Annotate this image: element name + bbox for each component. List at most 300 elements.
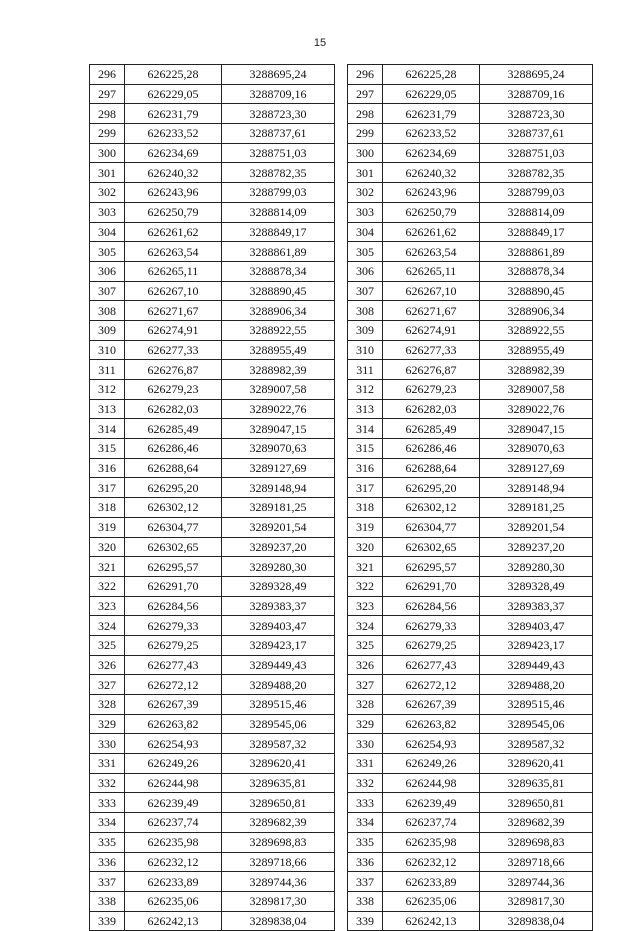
table-row: [348, 616, 593, 636]
y-coordinate-cell: 3289127,69: [480, 458, 593, 478]
x-coordinate-cell: 626261,62: [383, 222, 480, 242]
y-coordinate-cell: 3289838,04: [222, 911, 335, 931]
point-number-cell: 309: [348, 320, 383, 340]
point-number-cell: 307: [348, 281, 383, 301]
table-row: [348, 65, 593, 85]
table-row: [90, 202, 335, 222]
y-coordinate-cell: 3289403,47: [480, 616, 593, 636]
point-number-cell: 297: [348, 84, 383, 104]
point-number-cell: 302: [348, 183, 383, 203]
table-row: [348, 793, 593, 813]
y-coordinate-cell: 3289620,41: [222, 754, 335, 774]
table-row: [348, 517, 593, 537]
x-coordinate-cell: 626231,79: [383, 104, 480, 124]
x-coordinate-cell: 626229,05: [383, 84, 480, 104]
table-row: [90, 616, 335, 636]
x-coordinate-cell: 626225,28: [383, 65, 480, 85]
x-coordinate-cell: 626265,11: [383, 261, 480, 281]
y-coordinate-cell: 3289545,06: [480, 714, 593, 734]
table-row: [348, 104, 593, 124]
table-row: [348, 891, 593, 911]
table-row: [348, 143, 593, 163]
point-number-cell: 335: [348, 832, 383, 852]
point-number-cell: 315: [348, 439, 383, 459]
point-number-cell: 301: [348, 163, 383, 183]
point-number-cell: 327: [90, 675, 125, 695]
x-coordinate-cell: 626229,05: [125, 84, 222, 104]
x-coordinate-cell: 626277,43: [125, 655, 222, 675]
table-row: [90, 517, 335, 537]
x-coordinate-cell: 626250,79: [383, 202, 480, 222]
x-coordinate-cell: 626271,67: [383, 301, 480, 321]
x-coordinate-cell: 626279,25: [125, 635, 222, 655]
y-coordinate-cell: 3288955,49: [222, 340, 335, 360]
y-coordinate-cell: 3288737,61: [480, 124, 593, 144]
point-number-cell: 320: [90, 537, 125, 557]
table-row: [348, 911, 593, 931]
y-coordinate-cell: 3288906,34: [480, 301, 593, 321]
y-coordinate-cell: 3288751,03: [222, 143, 335, 163]
x-coordinate-cell: 626233,89: [125, 872, 222, 892]
point-number-cell: 298: [348, 104, 383, 124]
point-number-cell: 332: [348, 773, 383, 793]
x-coordinate-cell: 626295,57: [125, 557, 222, 577]
table-row: [348, 281, 593, 301]
x-coordinate-cell: 626254,93: [383, 734, 480, 754]
table-row: [348, 340, 593, 360]
y-coordinate-cell: 3289328,49: [222, 576, 335, 596]
point-number-cell: 308: [348, 301, 383, 321]
y-coordinate-cell: 3289070,63: [222, 439, 335, 459]
y-coordinate-cell: 3289838,04: [480, 911, 593, 931]
x-coordinate-cell: 626232,12: [383, 852, 480, 872]
point-number-cell: 325: [348, 635, 383, 655]
table-row: [348, 163, 593, 183]
table-row: [90, 222, 335, 242]
x-coordinate-cell: 626288,64: [383, 458, 480, 478]
point-number-cell: 311: [348, 360, 383, 380]
point-number-cell: 325: [90, 635, 125, 655]
table-row: [348, 478, 593, 498]
x-coordinate-cell: 626234,69: [125, 143, 222, 163]
page-number: 15: [313, 37, 327, 49]
x-coordinate-cell: 626263,54: [125, 242, 222, 262]
x-coordinate-cell: 626276,87: [125, 360, 222, 380]
x-coordinate-cell: 626233,52: [125, 124, 222, 144]
table-row: [348, 301, 593, 321]
x-coordinate-cell: 626250,79: [125, 202, 222, 222]
point-number-cell: 313: [348, 399, 383, 419]
point-number-cell: 309: [90, 320, 125, 340]
x-coordinate-cell: 626279,33: [383, 616, 480, 636]
point-number-cell: 315: [90, 439, 125, 459]
x-coordinate-cell: 626234,69: [383, 143, 480, 163]
table-row: [90, 891, 335, 911]
point-number-cell: 333: [90, 793, 125, 813]
y-coordinate-cell: 3288737,61: [222, 124, 335, 144]
y-coordinate-cell: 3289635,81: [480, 773, 593, 793]
table-row: [348, 202, 593, 222]
point-number-cell: 296: [348, 65, 383, 85]
y-coordinate-cell: 3288723,30: [222, 104, 335, 124]
y-coordinate-cell: 3289022,76: [480, 399, 593, 419]
point-number-cell: 298: [90, 104, 125, 124]
point-number-cell: 319: [348, 517, 383, 537]
table-row: [348, 498, 593, 518]
point-number-cell: 306: [348, 261, 383, 281]
x-coordinate-cell: 626240,32: [125, 163, 222, 183]
x-coordinate-cell: 626284,56: [383, 596, 480, 616]
point-number-cell: 304: [348, 222, 383, 242]
x-coordinate-cell: 626277,33: [383, 340, 480, 360]
y-coordinate-cell: 3289127,69: [222, 458, 335, 478]
y-coordinate-cell: 3289148,94: [480, 478, 593, 498]
y-coordinate-cell: 3289515,46: [480, 695, 593, 715]
table-row: [90, 65, 335, 85]
table-row: [90, 163, 335, 183]
point-number-cell: 326: [348, 655, 383, 675]
y-coordinate-cell: 3288709,16: [222, 84, 335, 104]
table-row: [90, 419, 335, 439]
table-row: [90, 124, 335, 144]
y-coordinate-cell: 3288695,24: [222, 65, 335, 85]
y-coordinate-cell: 3289047,15: [222, 419, 335, 439]
table-row: [90, 320, 335, 340]
table-row: [348, 576, 593, 596]
table-row: [348, 419, 593, 439]
x-coordinate-cell: 626239,49: [383, 793, 480, 813]
x-coordinate-cell: 626244,98: [383, 773, 480, 793]
y-coordinate-cell: 3289181,25: [222, 498, 335, 518]
y-coordinate-cell: 3289237,20: [480, 537, 593, 557]
point-number-cell: 321: [90, 557, 125, 577]
table-row: [348, 675, 593, 695]
x-coordinate-cell: 626277,33: [125, 340, 222, 360]
x-coordinate-cell: 626282,03: [383, 399, 480, 419]
table-row: [90, 695, 335, 715]
table-row: [90, 793, 335, 813]
x-coordinate-cell: 626302,65: [125, 537, 222, 557]
table-row: [348, 596, 593, 616]
y-coordinate-cell: 3288922,55: [222, 320, 335, 340]
x-coordinate-cell: 626286,46: [383, 439, 480, 459]
table-row: [348, 813, 593, 833]
y-coordinate-cell: 3289587,32: [480, 734, 593, 754]
y-coordinate-cell: 3288878,34: [222, 261, 335, 281]
y-coordinate-cell: 3288922,55: [480, 320, 593, 340]
y-coordinate-cell: 3289635,81: [222, 773, 335, 793]
y-coordinate-cell: 3289383,37: [222, 596, 335, 616]
x-coordinate-cell: 626274,91: [125, 320, 222, 340]
y-coordinate-cell: 3289403,47: [222, 616, 335, 636]
y-coordinate-cell: 3289744,36: [222, 872, 335, 892]
y-coordinate-cell: 3289280,30: [480, 557, 593, 577]
point-number-cell: 324: [348, 616, 383, 636]
x-coordinate-cell: 626295,20: [383, 478, 480, 498]
table-row: [348, 655, 593, 675]
table-row: [348, 84, 593, 104]
y-coordinate-cell: 3288723,30: [480, 104, 593, 124]
table-row: [90, 655, 335, 675]
table-row: [348, 754, 593, 774]
y-coordinate-cell: 3288799,03: [480, 183, 593, 203]
y-coordinate-cell: 3288849,17: [222, 222, 335, 242]
x-coordinate-cell: 626267,39: [383, 695, 480, 715]
table-row: [90, 458, 335, 478]
y-coordinate-cell: 3289047,15: [480, 419, 593, 439]
y-coordinate-cell: 3288982,39: [480, 360, 593, 380]
y-coordinate-cell: 3289488,20: [222, 675, 335, 695]
point-number-cell: 338: [90, 891, 125, 911]
x-coordinate-cell: 626279,25: [383, 635, 480, 655]
y-coordinate-cell: 3289022,76: [222, 399, 335, 419]
x-coordinate-cell: 626295,57: [383, 557, 480, 577]
x-coordinate-cell: 626271,67: [125, 301, 222, 321]
point-number-cell: 322: [90, 576, 125, 596]
y-coordinate-cell: 3289650,81: [480, 793, 593, 813]
point-number-cell: 327: [348, 675, 383, 695]
table-row: [348, 773, 593, 793]
table-row: [348, 380, 593, 400]
point-number-cell: 312: [90, 380, 125, 400]
table-row: [90, 478, 335, 498]
y-coordinate-cell: 3289423,17: [480, 635, 593, 655]
x-coordinate-cell: 626263,54: [383, 242, 480, 262]
table-row: [90, 714, 335, 734]
y-coordinate-cell: 3288906,34: [222, 301, 335, 321]
x-coordinate-cell: 626242,13: [125, 911, 222, 931]
table-row: [348, 734, 593, 754]
table-row: [90, 399, 335, 419]
y-coordinate-cell: 3288814,09: [480, 202, 593, 222]
y-coordinate-cell: 3288799,03: [222, 183, 335, 203]
table-row: [90, 872, 335, 892]
x-coordinate-cell: 626261,62: [125, 222, 222, 242]
point-number-cell: 337: [348, 872, 383, 892]
point-number-cell: 305: [90, 242, 125, 262]
point-number-cell: 313: [90, 399, 125, 419]
y-coordinate-cell: 3288890,45: [480, 281, 593, 301]
x-coordinate-cell: 626279,23: [125, 380, 222, 400]
x-coordinate-cell: 626302,12: [383, 498, 480, 518]
y-coordinate-cell: 3289698,83: [222, 832, 335, 852]
table-row: [348, 695, 593, 715]
table-row: [348, 320, 593, 340]
y-coordinate-cell: 3288782,35: [480, 163, 593, 183]
table-row: [348, 222, 593, 242]
y-coordinate-cell: 3289181,25: [480, 498, 593, 518]
y-coordinate-cell: 3289545,06: [222, 714, 335, 734]
table-row: [90, 84, 335, 104]
x-coordinate-cell: 626267,10: [383, 281, 480, 301]
table-row: [90, 183, 335, 203]
y-coordinate-cell: 3289682,39: [480, 813, 593, 833]
table-row: [90, 557, 335, 577]
point-number-cell: 308: [90, 301, 125, 321]
table-row: [348, 872, 593, 892]
point-number-cell: 338: [348, 891, 383, 911]
table-row: [90, 734, 335, 754]
x-coordinate-cell: 626282,03: [125, 399, 222, 419]
x-coordinate-cell: 626284,56: [125, 596, 222, 616]
table-row: [90, 242, 335, 262]
y-coordinate-cell: 3288814,09: [222, 202, 335, 222]
y-coordinate-cell: 3288695,24: [480, 65, 593, 85]
y-coordinate-cell: 3289817,30: [480, 891, 593, 911]
point-number-cell: 303: [90, 202, 125, 222]
x-coordinate-cell: 626239,49: [125, 793, 222, 813]
x-coordinate-cell: 626295,20: [125, 478, 222, 498]
x-coordinate-cell: 626242,13: [383, 911, 480, 931]
y-coordinate-cell: 3288861,89: [222, 242, 335, 262]
point-number-cell: 307: [90, 281, 125, 301]
point-number-cell: 339: [348, 911, 383, 931]
x-coordinate-cell: 626233,52: [383, 124, 480, 144]
x-coordinate-cell: 626265,11: [125, 261, 222, 281]
table-row: [348, 261, 593, 281]
point-number-cell: 323: [90, 596, 125, 616]
table-row: [90, 754, 335, 774]
point-number-cell: 316: [348, 458, 383, 478]
point-number-cell: 332: [90, 773, 125, 793]
x-coordinate-cell: 626263,82: [383, 714, 480, 734]
x-coordinate-cell: 626243,96: [125, 183, 222, 203]
point-number-cell: 299: [348, 124, 383, 144]
y-coordinate-cell: 3289201,54: [222, 517, 335, 537]
x-coordinate-cell: 626291,70: [125, 576, 222, 596]
x-coordinate-cell: 626286,46: [125, 439, 222, 459]
y-coordinate-cell: 3289423,17: [222, 635, 335, 655]
point-number-cell: 328: [348, 695, 383, 715]
point-number-cell: 317: [348, 478, 383, 498]
table-row: [90, 813, 335, 833]
y-coordinate-cell: 3289237,20: [222, 537, 335, 557]
y-coordinate-cell: 3289817,30: [222, 891, 335, 911]
point-number-cell: 312: [348, 380, 383, 400]
point-number-cell: 333: [348, 793, 383, 813]
x-coordinate-cell: 626244,98: [125, 773, 222, 793]
x-coordinate-cell: 626237,74: [125, 813, 222, 833]
point-number-cell: 337: [90, 872, 125, 892]
table-row: [90, 340, 335, 360]
x-coordinate-cell: 626237,74: [383, 813, 480, 833]
table-row: [348, 537, 593, 557]
x-coordinate-cell: 626225,28: [125, 65, 222, 85]
coordinates-table-left: [89, 64, 335, 931]
point-number-cell: 330: [348, 734, 383, 754]
x-coordinate-cell: 626235,06: [125, 891, 222, 911]
point-number-cell: 302: [90, 183, 125, 203]
table-row: [90, 261, 335, 281]
point-number-cell: 317: [90, 478, 125, 498]
y-coordinate-cell: 3289007,58: [222, 380, 335, 400]
table-row: [90, 143, 335, 163]
table-row: [90, 301, 335, 321]
point-number-cell: 329: [90, 714, 125, 734]
y-coordinate-cell: 3289650,81: [222, 793, 335, 813]
x-coordinate-cell: 626233,89: [383, 872, 480, 892]
x-coordinate-cell: 626263,82: [125, 714, 222, 734]
x-coordinate-cell: 626254,93: [125, 734, 222, 754]
table-row: [348, 183, 593, 203]
point-number-cell: 310: [90, 340, 125, 360]
point-number-cell: 331: [90, 754, 125, 774]
y-coordinate-cell: 3289744,36: [480, 872, 593, 892]
point-number-cell: 306: [90, 261, 125, 281]
x-coordinate-cell: 626272,12: [383, 675, 480, 695]
table-row: [90, 596, 335, 616]
y-coordinate-cell: 3289718,66: [480, 852, 593, 872]
y-coordinate-cell: 3289007,58: [480, 380, 593, 400]
y-coordinate-cell: 3288849,17: [480, 222, 593, 242]
y-coordinate-cell: 3289328,49: [480, 576, 593, 596]
table-row: [348, 852, 593, 872]
table-row: [348, 635, 593, 655]
table-row: [90, 635, 335, 655]
point-number-cell: 336: [348, 852, 383, 872]
point-number-cell: 326: [90, 655, 125, 675]
y-coordinate-cell: 3289698,83: [480, 832, 593, 852]
point-number-cell: 328: [90, 695, 125, 715]
y-coordinate-cell: 3288878,34: [480, 261, 593, 281]
y-coordinate-cell: 3289070,63: [480, 439, 593, 459]
point-number-cell: 299: [90, 124, 125, 144]
x-coordinate-cell: 626235,06: [383, 891, 480, 911]
point-number-cell: 320: [348, 537, 383, 557]
x-coordinate-cell: 626243,96: [383, 183, 480, 203]
point-number-cell: 305: [348, 242, 383, 262]
y-coordinate-cell: 3289449,43: [222, 655, 335, 675]
table-row: [90, 104, 335, 124]
x-coordinate-cell: 626232,12: [125, 852, 222, 872]
coordinates-table-left-body: [90, 65, 335, 931]
table-row: [90, 832, 335, 852]
point-number-cell: 324: [90, 616, 125, 636]
y-coordinate-cell: 3289682,39: [222, 813, 335, 833]
point-number-cell: 318: [348, 498, 383, 518]
point-number-cell: 322: [348, 576, 383, 596]
point-number-cell: 310: [348, 340, 383, 360]
x-coordinate-cell: 626274,91: [383, 320, 480, 340]
coordinates-table-right-body: [348, 65, 593, 931]
point-number-cell: 339: [90, 911, 125, 931]
table-row: [90, 675, 335, 695]
table-row: [90, 380, 335, 400]
x-coordinate-cell: 626240,32: [383, 163, 480, 183]
y-coordinate-cell: 3289515,46: [222, 695, 335, 715]
point-number-cell: 330: [90, 734, 125, 754]
point-number-cell: 336: [90, 852, 125, 872]
table-row: [348, 399, 593, 419]
table-row: [348, 439, 593, 459]
x-coordinate-cell: 626231,79: [125, 104, 222, 124]
y-coordinate-cell: 3288782,35: [222, 163, 335, 183]
y-coordinate-cell: 3289449,43: [480, 655, 593, 675]
y-coordinate-cell: 3289488,20: [480, 675, 593, 695]
y-coordinate-cell: 3289148,94: [222, 478, 335, 498]
point-number-cell: 318: [90, 498, 125, 518]
x-coordinate-cell: 626235,98: [383, 832, 480, 852]
table-row: [90, 852, 335, 872]
x-coordinate-cell: 626277,43: [383, 655, 480, 675]
point-number-cell: 321: [348, 557, 383, 577]
table-row: [90, 439, 335, 459]
point-number-cell: 303: [348, 202, 383, 222]
x-coordinate-cell: 626267,39: [125, 695, 222, 715]
table-row: [348, 714, 593, 734]
point-number-cell: 314: [348, 419, 383, 439]
x-coordinate-cell: 626235,98: [125, 832, 222, 852]
